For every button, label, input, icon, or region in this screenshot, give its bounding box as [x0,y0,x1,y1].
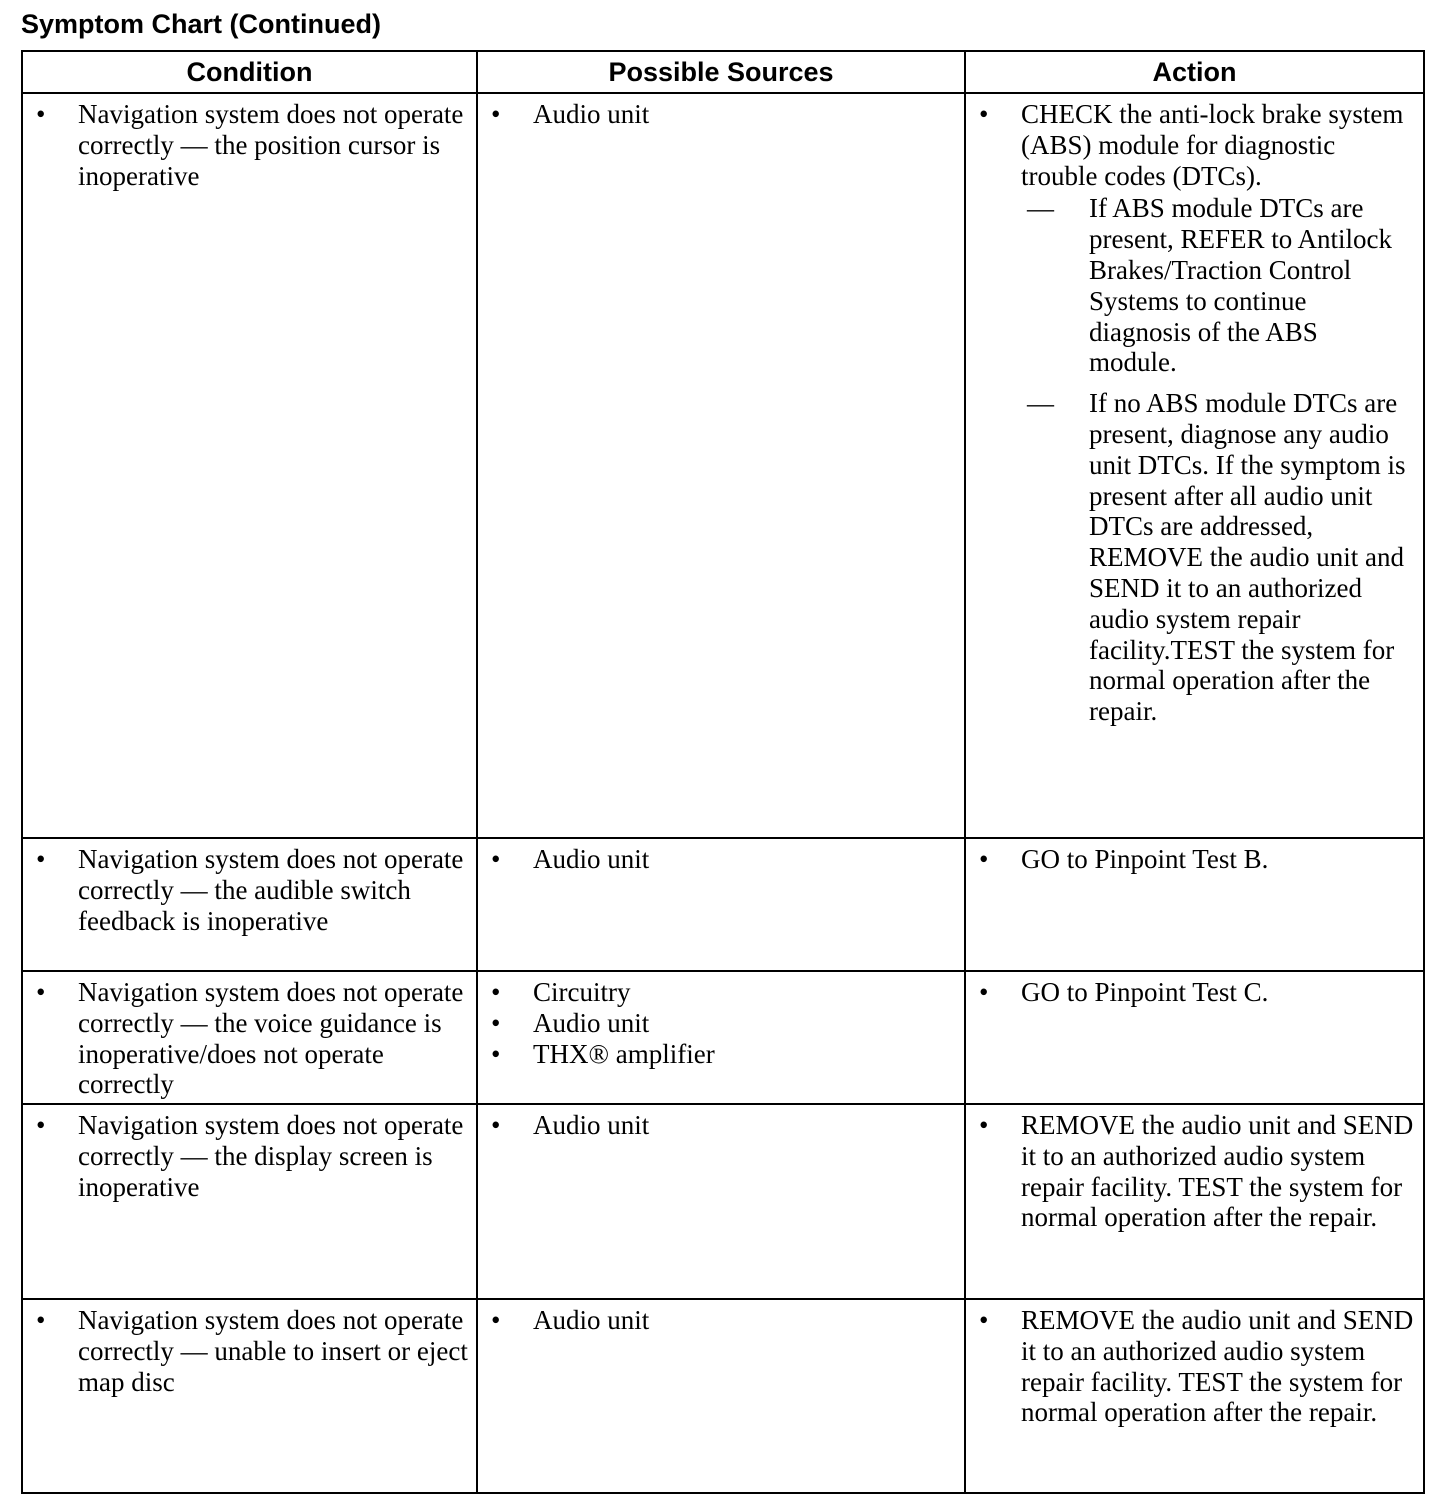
column-header-condition: Condition [22,51,477,93]
sub-action-item: — If ABS module DTCs are present, REFER to Antilock Brakes/Traction Control Systems to continue diagnosis of the ABS module. [1021,193,1415,378]
source-item: • Audio unit [478,1305,964,1336]
sub-action-item: — If no ABS module DTCs are present, diagnose any audio unit DTCs. If the symptom is present after all audio unit DTCs are addressed, REMOVE the audio unit and SEND it to an authorized audio system repair facility.TEST the system for normal operation after the repair. [1021,388,1415,727]
source-item: • THX® amplifier [478,1039,964,1070]
table-row [22,838,1424,971]
condition-text: • Navigation system does not operate correctly — the position cursor is inoperative [23,99,476,191]
source-item: • Audio unit [478,1008,964,1039]
condition-cell [22,971,477,1104]
source-item: • Audio unit [478,99,964,130]
condition-text: • Navigation system does not operate correctly — the audible switch feedback is inoperative [23,844,476,936]
table-header-row [22,51,1424,93]
action-cell [965,971,1424,1104]
action-text: • GO to Pinpoint Test C. [966,977,1423,1008]
condition-cell [22,1299,477,1493]
action-text: • REMOVE the audio unit and SEND it to an authorized audio system repair facility. TEST the system for normal operation after the repair. [966,1110,1423,1233]
action-text: CHECK the anti-lock brake system (ABS) module for diagnostic trouble codes (DTCs). [1021,99,1404,191]
action-cell [965,93,1424,838]
sources-cell [477,93,965,838]
table-row [22,1299,1424,1493]
source-item: • Circuitry [478,977,964,1008]
sources-cell [477,1299,965,1493]
condition-cell [22,838,477,971]
column-header-possible-sources: Possible Sources [477,51,965,93]
source-item: • Audio unit [478,1110,964,1141]
condition-text: • Navigation system does not operate correctly — the display screen is inoperative [23,1110,476,1202]
column-header-action: Action [965,51,1424,93]
sources-cell [477,971,965,1104]
table-row [22,1104,1424,1299]
action-text: • GO to Pinpoint Test B. [966,844,1423,875]
action-item [966,99,1423,727]
table-row [22,93,1424,838]
sources-cell [477,1104,965,1299]
condition-text: • Navigation system does not operate correctly — unable to insert or eject map disc [23,1305,476,1397]
condition-cell [22,93,477,838]
action-text: • REMOVE the audio unit and SEND it to an authorized audio system repair facility. TEST the system for normal operation after the repair. [966,1305,1423,1428]
table-row [22,971,1424,1104]
action-cell [965,838,1424,971]
sub-action-list [1021,193,1415,727]
sources-cell [477,838,965,971]
action-cell [965,1299,1424,1493]
action-cell [965,1104,1424,1299]
condition-text: • Navigation system does not operate correctly — the voice guidance is inoperative/does not operate correctly [23,977,476,1100]
condition-cell [22,1104,477,1299]
source-item: • Audio unit [478,844,964,875]
symptom-chart-table [21,50,1425,1494]
page-title: Symptom Chart (Continued) [21,9,381,39]
